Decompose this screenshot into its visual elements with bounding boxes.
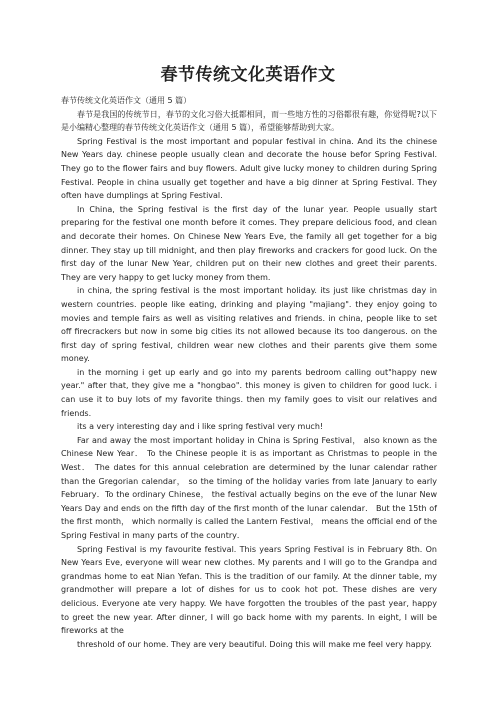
paragraph-8: threshold of our home. They are very beautiful. Doing this will make me feel very happy. [77, 639, 432, 649]
paragraph-5: its a very interesting day and i like spring festival very much! [77, 422, 324, 432]
paragraph-7: Spring Festival is my favourite festival. This years Spring Festival is in February 8th. On New Years Eve, everyone will wear new clothes. My parents and I will go to the Grandpa and grandmas home to eat Nian Yefan. This is the tradition of our family. At the dinner table, my grandmother will prepare a lot of dishes for us to cook hot pot. These dishes are very delicious. Everyone ate very happy. We have forgotten the troubles of the past year, happy to greet the new year. After dinner, I will go back home with my parents. In eight, I will be fireworks at the [61, 544, 437, 636]
paragraph-4: in the morning i get up early and go into my parents bedroom calling out"happy new year." after that, they give me a "hongbao". this money is given to children for good luck. i can use it to buy lots of my favorite things. then my family goes to visit our relatives and friends. [61, 367, 437, 418]
document-subtitle: 春节传统文化英语作文（通用 5 篇） [61, 96, 192, 105]
paragraph-1: Spring Festival is the most important and popular festival in china. And its the chinese New Years day. chinese people usually clean and decorate the house befor Spring Festival. They go to the flower fairs and buy flowers. Adult give lucky money to children during Spring Festival. People in china usually get together and have a big dinner at Spring Festival. They often have dumplings at Spring Festival. [61, 136, 437, 201]
document-body [61, 94, 437, 651]
paragraph-intro: 春节是我国的传统节日，春节的文化习俗大抵都相同，而一些地方性的习俗都很有趣，你觉得呢?以下是小编精心整理的春节传统文化英语作文（通用 5 篇），希望能够帮助到大家。 [61, 109, 437, 133]
paragraph-6: Far and away the most important holiday in China is Spring Festival， also known as the Chinese New Year． To the Chinese people it is as important as Christmas to people in the West． The dates for this annual celebration are determined by the lunar calendar rather than the Gregorian calendar， so the timing of the holiday varies from late January to early February．To the ordinary Chinese， the festival actually begins on the eve of the lunar New Years Day and ends on the fifth day of the first month of the lunar calendar． But the 15th of the first month， which normally is called the Lantern Festival， means the official end of the Spring Festival in many parts of the country． [61, 435, 437, 540]
paragraph-3: in china, the spring festival is the most important holiday. its just like christmas day in western countries. people like eating, drinking and playing "majiang". they enjoy going to movies and temple fairs as well as visiting relatives and friends. in china, people like to set off firecrackers but now in some big cities its not allowed because its too dangerous. on the first day of spring festival, children wear new clothes and their parents give them some money. [61, 286, 437, 364]
document-title: 春节传统文化英语作文 [160, 65, 336, 85]
paragraph-2: In China, the Spring festival is the first day of the lunar year. People usually start preparing for the festival one month before it comes. They prepare delicious food, and clean and decorate their homes. On Chinese New Years Eve, the family all get together for a big dinner. They stay up till midnight, and then play fireworks and crackers for good luck. On the first day of the lunar New Year, children put on their new clothes and greet their parents. They are very happy to get lucky money from them. [61, 204, 437, 282]
